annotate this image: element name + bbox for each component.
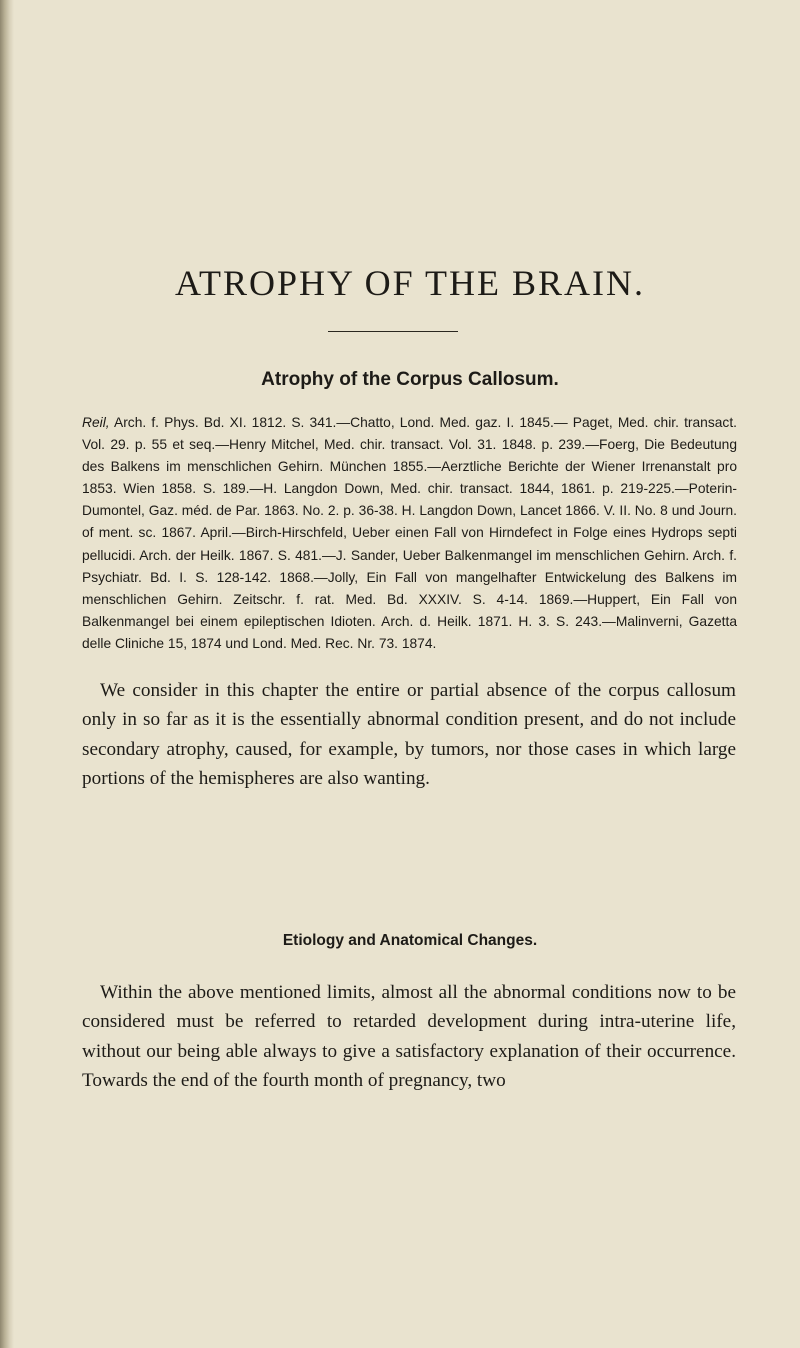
bibliography-references [82, 412, 737, 655]
title-divider [328, 331, 458, 332]
chapter-subtitle: Atrophy of the Corpus Callosum. [261, 369, 559, 390]
section-heading: Etiology and Anatomical Changes. [282, 932, 538, 949]
reference-list-text: Arch. f. Phys. Bd. XI. 1812. S. 341.—Chatto, Lond. Med. gaz. I. 1845.— Paget, Med. chir. transact. Vol. 29. p. 55 et seq.—Henry Mitchel, Med. chir. transact. Vol. 31. 1848. p. 239.—Foerg, Die Bedeutung des Balkens im menschlichen Gehirn. München 1855.—Aerztliche Berichte der Wiener Irrenanstalt pro 1853. Wien 1858. S. 189.—H. Langdon Down, Med. chir. transact. 1844, 1861. p. 219-225.—Poterin-Dumontel, Gaz. méd. de Par. 1863. No. 2. p. 36-38. H. Langdon Down, Lancet 1866. V. II. No. 8 und Journ. of ment. sc. 1867. April.—Birch-Hirschfeld, Ueber einen Fall von Hirndefect in Folge eines Hydrops septi pellucidi. Arch. der Heilk. 1867. S. 481.—J. Sander, Ueber Balkenmangel im menschlichen Gehirn. Arch. f. Psychiatr. Bd. I. S. 128-142. 1868.—Jolly, Ein Fall von mangelhafter Entwickelung des Balkens im menschlichen Gehirn. Zeitschr. f. rat. Med. Bd. XXXIV. S. 4-14. 1869.—Huppert, Ein Fall von Balkenmangel bei einem epileptischen Idioten. Arch. d. Heilk. 1871. H. 3. S. 243.—Malinverni, Gazetta delle Cliniche 15, 1874 und Lond. Med. Rec. Nr. 73. 1874. [82, 415, 737, 651]
page-title: ATROPHY OF THE BRAIN. [174, 263, 646, 303]
etiology-paragraph: Within the above mentioned limits, almost all the abnormal conditions now to be considered must be referred to retarded development during intra-uterine life, without our being able always to give a satisfactory explanation of their occurrence. Towards the end of the fourth month of pregnancy, two [82, 982, 736, 1092]
reference-lead-author: Reil, [82, 415, 110, 430]
intro-paragraph: We consider in this chapter the entire or partial absence of the corpus callosum only in so far as it is the essentially abnormal condition present, and do not include secondary atrophy, caused, for example, by tumors, nor those cases in which large portions of the hemispheres are also wanting. [82, 680, 736, 790]
